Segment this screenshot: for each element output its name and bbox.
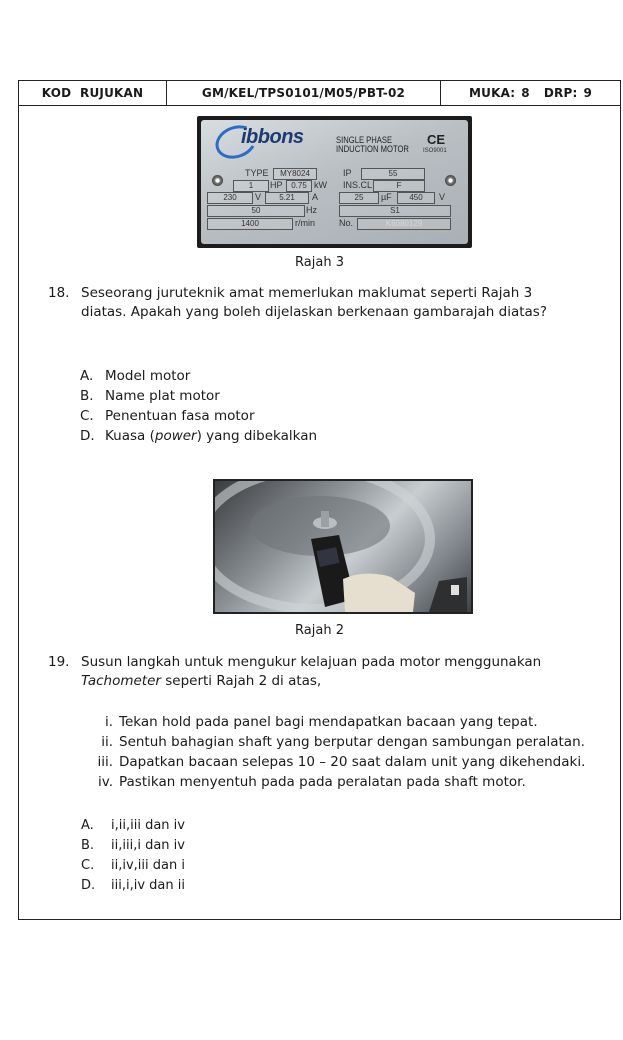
figure-caption-rajah-2: Rajah 2 — [295, 623, 344, 638]
q19-step-ii: ii. Sentuh bahagian shaft yang berputar dengan sambungan peralatan. — [101, 734, 585, 750]
kod-rujukan-label: KOD RUJUKAN — [19, 81, 167, 105]
q18-option-b: B. Name plat motor — [80, 388, 220, 404]
serial-value: K6080129 — [357, 218, 451, 230]
amp-value: 5.21 — [265, 192, 309, 204]
tachometer-photo — [213, 479, 473, 614]
q19-option-d: D. iii,i,iv dan ii — [81, 878, 185, 893]
q19-option-c: C. ii,iv,iii dan i — [81, 858, 185, 873]
hz-label: Hz — [306, 205, 317, 215]
motor-nameplate-image — [197, 116, 472, 248]
s1-value: S1 — [339, 205, 451, 217]
page-frame — [18, 80, 621, 920]
q18-option-c: C. Penentuan fasa motor — [80, 408, 255, 424]
drp-value: 9 — [583, 86, 593, 100]
v2-value: 450 — [397, 192, 435, 204]
question-number: 19. — [48, 654, 70, 670]
hz-value: 50 — [207, 205, 305, 217]
rpm-label: r/min — [295, 218, 315, 228]
kw-label: kW — [314, 180, 327, 190]
hp-label: HP — [270, 180, 283, 190]
muka-label: MUKA: — [468, 86, 516, 100]
question-text: Seseorang juruteknik amat memerlukan maklumat seperti Rajah 3 diatas. Apakah yang boleh dijelaskan berkenaan gambarajah diatas? — [81, 285, 548, 320]
inscl-label: INS.CL — [343, 180, 373, 190]
amp-label: A — [312, 192, 319, 202]
q18-option-d: D. Kuasa (power) yang dibekalkan — [80, 428, 318, 444]
nameplate-title: SINGLE PHASE INDUCTION MOTOR — [336, 135, 409, 154]
q18-option-a: A. Model motor — [80, 368, 191, 384]
header-table — [19, 81, 620, 106]
ip-label: IP — [343, 168, 352, 178]
q19-option-a: A. i,ii,iii dan iv — [81, 818, 185, 833]
ce-mark: CE — [427, 132, 446, 147]
hp-value: 1 — [233, 180, 269, 192]
reference-code: GM/KEL/TPS0101/M05/PBT-02 — [167, 81, 441, 105]
screw-left-icon — [212, 175, 223, 186]
iso-mark: ISO9001 — [423, 148, 447, 154]
v2-label: V — [439, 192, 446, 202]
rpm-value: 1400 — [207, 218, 293, 230]
type-value: MY8024 — [273, 168, 317, 180]
kw-value: 0.75 — [286, 180, 312, 192]
inscl-value: F — [373, 180, 425, 192]
drp-label: DRP: — [543, 86, 578, 100]
ip-value: 55 — [361, 168, 425, 180]
muka-value: 8 — [521, 86, 530, 100]
uf-label: µF — [381, 192, 392, 202]
q19-step-i: i. Tekan hold pada panel bagi mendapatkan bacaan yang tepat. — [104, 714, 538, 730]
volt-value: 230 — [207, 192, 253, 204]
page-info — [441, 81, 620, 105]
volt-label: V — [255, 192, 262, 202]
q19-option-b: B. ii,iii,i dan iv — [81, 838, 185, 853]
q19-step-iv: iv. Pastikan menyentuh pada pada peralatan pada shaft motor. — [98, 774, 526, 790]
uf-value: 25 — [339, 192, 379, 204]
q19-step-iii: iii. Dapatkan bacaan selepas 10 – 20 saat dalam unit yang dikehendaki. — [97, 754, 586, 770]
question-text: Susun langkah untuk mengukur kelajuan pada motor menggunakan Tachometer seperti Rajah 2 di atas, — [81, 654, 542, 689]
serial-label: No. — [339, 218, 354, 228]
nameplate-brand: ibbons — [241, 126, 304, 148]
screw-right-icon — [445, 175, 456, 186]
question-number: 18. — [48, 285, 70, 301]
type-label: TYPE — [245, 168, 269, 178]
figure-caption-rajah-3: Rajah 3 — [295, 255, 344, 270]
